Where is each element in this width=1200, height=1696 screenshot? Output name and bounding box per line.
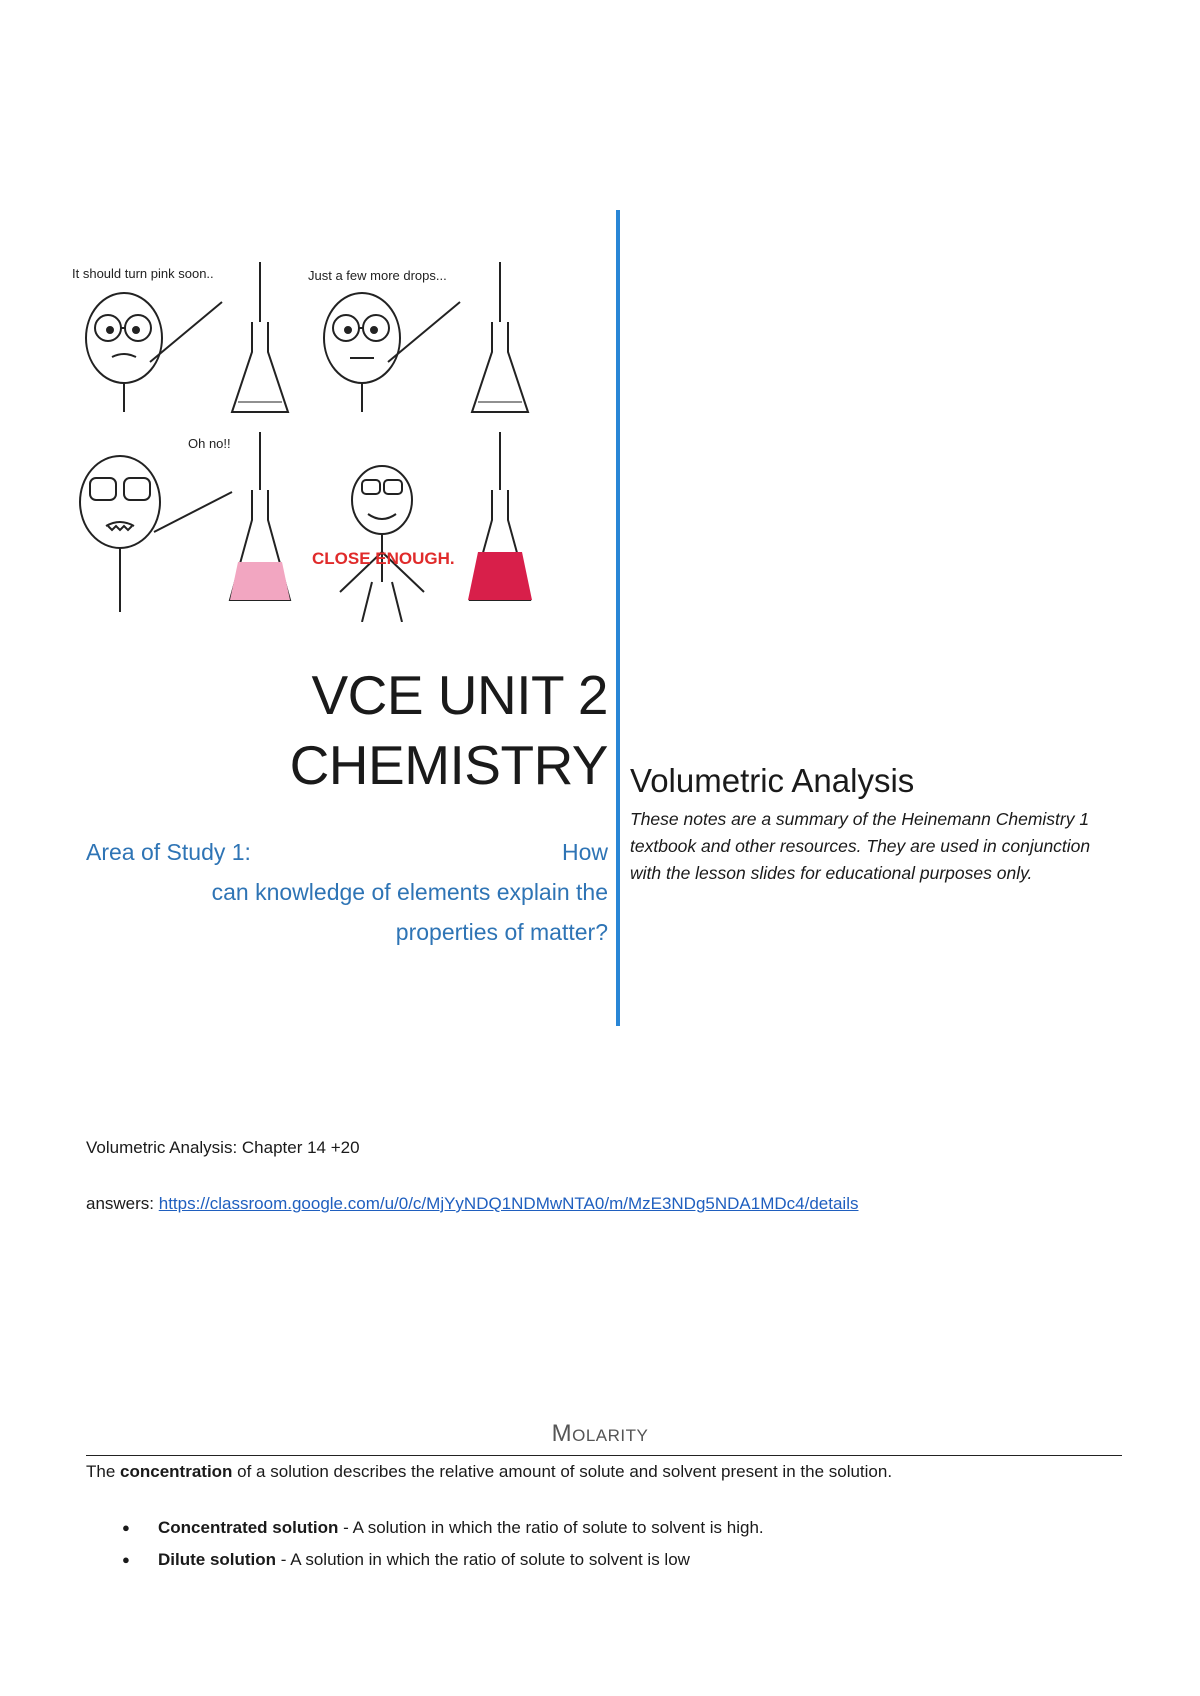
- para-text-post: of a solution describes the relative amount of solute and solvent present in the solution.: [232, 1462, 893, 1481]
- panel-4-figure: [340, 466, 424, 622]
- chapter-reference: Volumetric Analysis: Chapter 14 +20: [86, 1138, 360, 1157]
- answers-label: answers:: [86, 1194, 159, 1213]
- list-item: [86, 1544, 764, 1576]
- panel-3-figure: [80, 456, 232, 612]
- heading-rule: [86, 1455, 1122, 1456]
- notes-disclaimer: These notes are a summary of the Heinemann Chemistry 1 textbook and other resources. They are used in conjunction with the lesson slides for educational purposes only.: [630, 809, 1091, 883]
- area-of-study: [86, 832, 608, 952]
- comic-caption-1: It should turn pink soon..: [72, 266, 214, 281]
- section-heading: Volumetric Analysis: [630, 762, 915, 799]
- panel-3-flask: [230, 432, 290, 600]
- list-item: [86, 1512, 764, 1544]
- panel-1-figure: [86, 293, 222, 412]
- solution-type-list: [86, 1512, 764, 1576]
- molarity-heading: Molarity: [551, 1420, 649, 1447]
- area-question-part-1: How: [561, 839, 608, 865]
- para-term-concentration: concentration: [120, 1462, 233, 1481]
- panel-4-flask: [468, 432, 532, 600]
- answers-reference: [86, 1194, 858, 1214]
- panel-2-figure: [324, 293, 460, 412]
- document-title: [60, 660, 608, 800]
- list-item-term: Concentrated solution: [158, 1518, 339, 1537]
- list-item-term: Dilute solution: [158, 1550, 277, 1569]
- concentration-paragraph: [86, 1462, 892, 1482]
- area-question-part-2: can knowledge of elements explain the: [211, 879, 608, 905]
- para-text-pre: The: [86, 1462, 121, 1481]
- title-line-1: VCE UNIT 2: [311, 664, 608, 726]
- panel-2-flask: [472, 262, 528, 412]
- title-line-2: CHEMISTRY: [289, 734, 608, 796]
- list-item-desc: - A solution in which the ratio of solute to solvent is low: [276, 1550, 690, 1569]
- column-divider: [616, 210, 620, 1026]
- panel-1-flask: [232, 262, 288, 412]
- titration-comic: [72, 262, 540, 622]
- comic-caption-3: Oh no!!: [188, 436, 231, 451]
- comic-caption-4: CLOSE ENOUGH.: [312, 549, 455, 568]
- area-label: Area of Study 1:: [86, 839, 251, 865]
- comic-caption-2: Just a few more drops...: [308, 268, 447, 283]
- answers-link[interactable]: https://classroom.google.com/u/0/c/MjYyNDQ1NDMwNTA0/m/MzE3NDg5NDA1MDc4/details: [158, 1194, 859, 1213]
- list-item-desc: - A solution in which the ratio of solute to solvent is high.: [338, 1518, 764, 1537]
- area-question-part-3: properties of matter?: [395, 919, 608, 945]
